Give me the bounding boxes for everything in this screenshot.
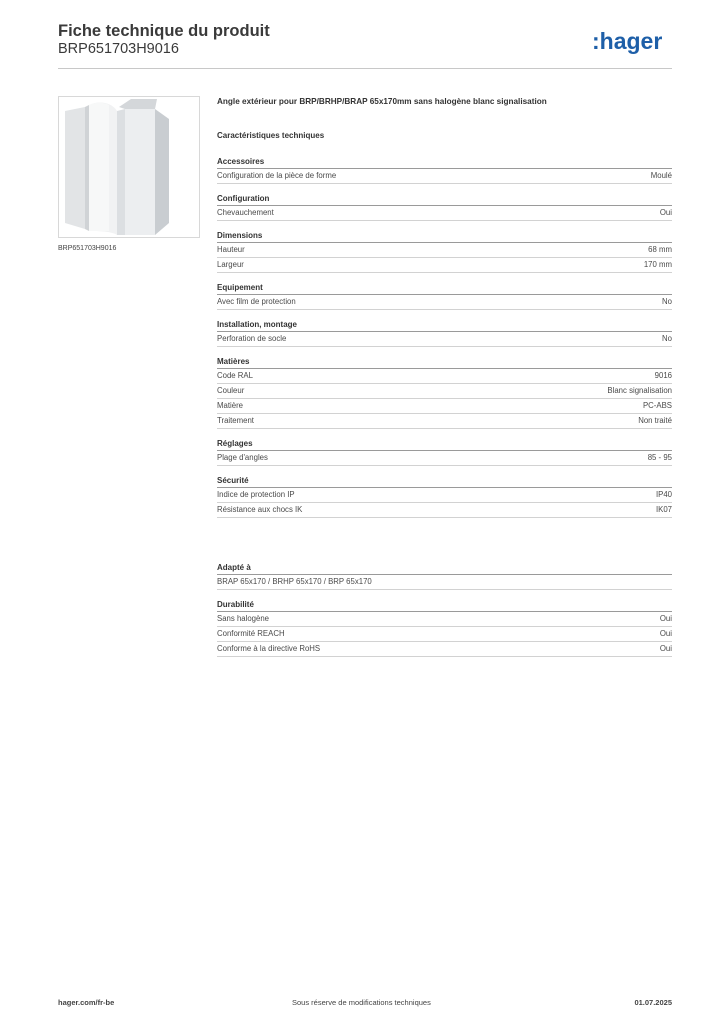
- extra-sections: [217, 562, 672, 657]
- corner-piece-illustration: [59, 97, 199, 237]
- spec-section: [217, 282, 672, 310]
- spec-value: No: [662, 297, 672, 306]
- spec-section: [217, 230, 672, 273]
- spec-value: Oui: [659, 629, 672, 638]
- spec-value: IK07: [655, 505, 672, 514]
- spec-area: [217, 96, 672, 666]
- product-image: [58, 96, 200, 238]
- spec-row: [217, 206, 672, 221]
- spec-row: [217, 295, 672, 310]
- spec-value: Moulé: [650, 171, 672, 180]
- spec-label: Résistance aux chocs IK: [217, 505, 303, 514]
- header-divider: [58, 68, 672, 69]
- page-title: Fiche technique du produit: [58, 22, 270, 40]
- spec-row: [217, 488, 672, 503]
- spec-value: Oui: [659, 208, 672, 217]
- spec-value: 68 mm: [648, 245, 672, 254]
- spec-label: BRAP 65x170 / BRHP 65x170 / BRP 65x170: [217, 577, 372, 586]
- section-title: Equipement: [217, 282, 672, 295]
- spec-sections: [217, 156, 672, 518]
- spec-label: Code RAL: [217, 371, 253, 380]
- footer-date: 01.07.2025: [634, 998, 672, 1007]
- spec-row: [217, 332, 672, 347]
- image-caption: BRP651703H9016: [58, 245, 117, 252]
- spec-section: [217, 193, 672, 221]
- footer-website: hager.com/fr-be: [58, 998, 115, 1007]
- spec-label: Conformité REACH: [217, 629, 285, 638]
- spec-label: Largeur: [217, 260, 244, 269]
- spec-label: Conforme à la directive RoHS: [217, 644, 321, 653]
- spec-label: Configuration de la pièce de forme: [217, 171, 337, 180]
- spec-row: [217, 369, 672, 384]
- section-title: Réglages: [217, 438, 672, 451]
- spec-label: Chevauchement: [217, 208, 274, 217]
- spec-section: [217, 599, 672, 657]
- logo-text: :hager: [592, 28, 663, 54]
- spec-row: [217, 243, 672, 258]
- spec-value: Oui: [659, 614, 672, 623]
- spec-label: Avec film de protection: [217, 297, 296, 306]
- spec-section: [217, 438, 672, 466]
- spec-value: No: [662, 334, 672, 343]
- section-title: Dimensions: [217, 230, 672, 243]
- spec-label: Perforation de socle: [217, 334, 287, 343]
- spec-value: PC-ABS: [642, 401, 672, 410]
- section-title: Durabilité: [217, 599, 672, 612]
- spec-row: [217, 399, 672, 414]
- section-title: Matières: [217, 356, 672, 369]
- spec-value: 85 - 95: [647, 453, 672, 462]
- section-title: Sécurité: [217, 475, 672, 488]
- spec-label: Matière: [217, 401, 243, 410]
- spec-label: Hauteur: [217, 245, 245, 254]
- spec-label: Sans halogène: [217, 614, 270, 623]
- spec-row: [217, 642, 672, 657]
- spec-row: [217, 575, 672, 590]
- footer-notice: Sous réserve de modifications techniques: [292, 998, 431, 1007]
- spec-row: [217, 612, 672, 627]
- product-reference: BRP651703H9016: [58, 41, 179, 57]
- spec-label: Plage d'angles: [217, 453, 268, 462]
- spec-section: [217, 319, 672, 347]
- spec-value: Oui: [659, 644, 672, 653]
- characteristics-title: Caractéristiques techniques: [217, 131, 325, 140]
- spec-row: [217, 258, 672, 273]
- section-title: Configuration: [217, 193, 672, 206]
- section-title: Adapté à: [217, 562, 672, 575]
- section-title: Installation, montage: [217, 319, 672, 332]
- spec-row: [217, 384, 672, 399]
- spec-value: 170 mm: [643, 260, 672, 269]
- spec-value: 9016: [654, 371, 672, 380]
- spec-label: Indice de protection IP: [217, 490, 295, 499]
- section-gap: [217, 527, 672, 562]
- spec-section: [217, 156, 672, 184]
- spec-value: Non traité: [638, 416, 672, 425]
- spec-row: [217, 627, 672, 642]
- spec-section: [217, 475, 672, 518]
- spec-row: [217, 451, 672, 466]
- spec-row: [217, 503, 672, 518]
- spec-value: Blanc signalisation: [607, 386, 672, 395]
- spec-section: [217, 562, 672, 590]
- spec-section: [217, 356, 672, 429]
- hager-logo: [592, 28, 674, 58]
- spec-row: [217, 414, 672, 429]
- product-description: Angle extérieur pour BRP/BRHP/BRAP 65x170mm sans halogène blanc signalisation: [217, 97, 547, 106]
- spec-label: Couleur: [217, 386, 245, 395]
- spec-label: Traitement: [217, 416, 254, 425]
- spec-value: IP40: [655, 490, 672, 499]
- section-title: Accessoires: [217, 156, 672, 169]
- spec-row: [217, 169, 672, 184]
